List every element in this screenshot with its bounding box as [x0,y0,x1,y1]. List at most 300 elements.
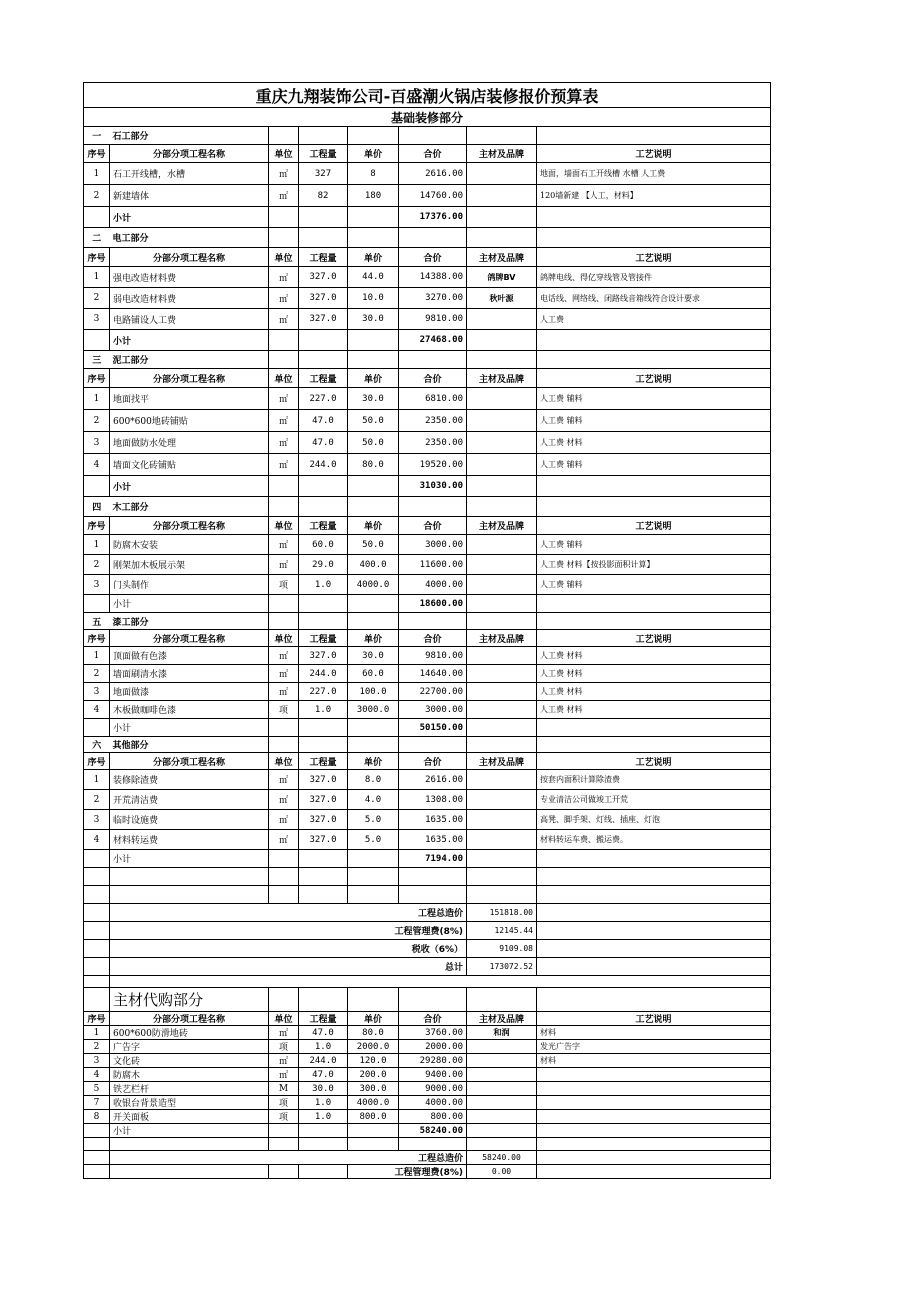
material-brand [467,770,537,790]
row-index: 8 [84,1110,110,1124]
amount: 19520.00 [399,454,467,476]
table-row [84,701,771,719]
header-cell: 工程量 [299,517,348,535]
empty-cell [537,1124,771,1138]
unit-price: 4000.0 [348,575,399,595]
unit: ㎡ [269,1068,299,1082]
subtotal-row [84,850,771,868]
empty-cell [467,595,537,613]
quantity: 327.0 [299,830,348,850]
table-row [84,1110,771,1124]
empty-cell [299,1138,348,1151]
material-brand [467,647,537,665]
row-index: 1 [84,1026,110,1040]
unit: ㎡ [269,309,299,330]
material-brand [467,535,537,555]
total-label: 工程管理费(8%) [348,1165,467,1179]
empty-cell [299,719,348,737]
table-row [84,185,771,207]
table-row [84,555,771,575]
unit-price: 30.0 [348,388,399,410]
empty-cell [348,595,399,613]
item-name: 门头制作 [110,575,269,595]
total-value: 0.00 [467,1165,537,1179]
empty-cell [348,351,399,369]
empty-cell [348,886,399,904]
row-index: 1 [84,770,110,790]
header-row [84,753,771,770]
unit-price: 5.0 [348,830,399,850]
empty-cell [84,868,110,886]
total-row [84,922,771,940]
process-note: 人工费 材料 [537,683,771,701]
unit: ㎡ [269,535,299,555]
material-brand [467,185,537,207]
row-index: 3 [84,575,110,595]
unit-price: 4.0 [348,790,399,810]
empty-cell [399,737,467,753]
unit: 项 [269,1110,299,1124]
section-name: 石工部分 [110,127,269,145]
empty-cell [348,497,399,517]
amount: 3000.00 [399,535,467,555]
process-note: 人工费 辅料 [537,454,771,476]
header-cell: 单位 [269,248,299,267]
item-name: 防腐木安装 [110,535,269,555]
unit: ㎡ [269,770,299,790]
amount: 29280.00 [399,1054,467,1068]
process-note [537,1082,771,1096]
empty-cell [299,988,348,1012]
amount: 9810.00 [399,647,467,665]
row-index: 7 [84,1096,110,1110]
material-brand [467,810,537,830]
item-name: 收银台背景造型 [110,1096,269,1110]
unit-price: 30.0 [348,647,399,665]
empty-cell [269,613,299,630]
process-note: 材料转运车费、搬运费。 [537,830,771,850]
material-brand [467,1068,537,1082]
process-note: 120墙新建 【人工，材料】 [537,185,771,207]
empty-cell [269,737,299,753]
subtotal-row [84,595,771,613]
process-note: 人工费 材料【按投影面积计算】 [537,555,771,575]
empty-cell [348,850,399,868]
process-note: 电话线、网络线、闭路线音箱线符合设计要求 [537,288,771,309]
total-value: 58240.00 [467,1151,537,1165]
empty-cell [537,1138,771,1151]
empty-cell [537,207,771,228]
header-cell: 单价 [348,1012,399,1026]
header-cell: 单价 [348,145,399,163]
unit: ㎡ [269,185,299,207]
header-cell: 序号 [84,1012,110,1026]
subtotal-value: 50150.00 [399,719,467,737]
process-note [537,1096,771,1110]
header-cell: 合价 [399,753,467,770]
process-note: 高凳、脚手架、灯线、插座、灯泡 [537,810,771,830]
section-title-row [84,497,771,517]
header-cell: 分部分项工程名称 [110,630,269,647]
title-row [84,83,771,108]
material-brand [467,1054,537,1068]
empty-cell [537,904,771,922]
unit: ㎡ [269,665,299,683]
empty-cell [537,497,771,517]
process-note: 人工费 材料 [537,665,771,683]
item-name: 防腐木 [110,1068,269,1082]
total-value: 9109.08 [467,940,537,958]
empty-cell [299,127,348,145]
item-name: 开荒清洁费 [110,790,269,810]
item-name: 强电改造材料费 [110,267,269,288]
quantity: 1.0 [299,1096,348,1110]
empty-cell [84,1138,110,1151]
spacer-row [84,886,771,904]
header-row [84,1012,771,1026]
quantity: 47.0 [299,1026,348,1040]
item-name: 材料转运费 [110,830,269,850]
total-value: 12145.44 [467,922,537,940]
header-cell: 工程量 [299,630,348,647]
header-cell: 单位 [269,753,299,770]
material-brand [467,665,537,683]
empty-cell [110,1165,269,1179]
empty-cell [84,940,110,958]
unit-price: 60.0 [348,665,399,683]
process-note: 地面，墙面石工开线槽 水槽 人工费 [537,163,771,185]
item-name: 电路铺设人工费 [110,309,269,330]
material-brand [467,701,537,719]
empty-cell [348,719,399,737]
table-row [84,288,771,309]
unit-price: 8 [348,163,399,185]
process-note: 材料 [537,1026,771,1040]
table-row [84,790,771,810]
unit: ㎡ [269,267,299,288]
empty-cell [299,886,348,904]
material-brand [467,163,537,185]
item-name: 弱电改造材料费 [110,288,269,309]
empty-cell [299,351,348,369]
subtotal-value: 17376.00 [399,207,467,228]
row-index: 5 [84,1082,110,1096]
material-brand [467,1096,537,1110]
amount: 3270.00 [399,288,467,309]
section-number: 三 [84,351,110,369]
empty-cell [110,976,771,988]
header-cell: 合价 [399,369,467,388]
process-note: 人工费 辅料 [537,535,771,555]
section-name: 木工部分 [110,497,269,517]
header-cell: 单位 [269,630,299,647]
item-name: 临时设施费 [110,810,269,830]
empty-cell [467,330,537,351]
empty-cell [467,719,537,737]
row-index: 3 [84,683,110,701]
row-index: 4 [84,1068,110,1082]
amount: 2616.00 [399,163,467,185]
unit: ㎡ [269,830,299,850]
empty-cell [84,1124,110,1138]
empty-cell [84,595,110,613]
header-cell: 工程量 [299,753,348,770]
section-name: 其他部分 [110,737,269,753]
empty-cell [84,922,110,940]
empty-cell [299,850,348,868]
empty-cell [467,497,537,517]
header-cell: 合价 [399,248,467,267]
header-cell: 合价 [399,145,467,163]
quantity: 1.0 [299,1040,348,1054]
subtotal-label: 小计 [110,476,269,497]
header-cell: 单位 [269,1012,299,1026]
subtotal-value: 27468.00 [399,330,467,351]
quantity: 227.0 [299,683,348,701]
empty-cell [269,127,299,145]
header-cell: 序号 [84,369,110,388]
empty-cell [299,207,348,228]
empty-cell [269,476,299,497]
process-note: 人工费 辅料 [537,388,771,410]
quantity: 327.0 [299,309,348,330]
process-note: 人工费 材料 [537,432,771,454]
empty-cell [537,595,771,613]
header-cell: 主材及品牌 [467,248,537,267]
empty-cell [299,476,348,497]
header-cell: 分部分项工程名称 [110,753,269,770]
table-row [84,454,771,476]
amount: 1635.00 [399,830,467,850]
header-cell: 工艺说明 [537,753,771,770]
unit-price: 50.0 [348,535,399,555]
header-cell: 序号 [84,630,110,647]
empty-cell [467,613,537,630]
subtotal-row [84,476,771,497]
empty-cell [537,940,771,958]
row-index: 4 [84,830,110,850]
empty-cell [467,1138,537,1151]
unit-price: 200.0 [348,1068,399,1082]
quantity: 327.0 [299,770,348,790]
empty-cell [399,127,467,145]
header-row [84,630,771,647]
empty-cell [269,497,299,517]
material-brand [467,575,537,595]
header-row [84,248,771,267]
subtotal-value: 58240.00 [399,1124,467,1138]
empty-cell [269,351,299,369]
process-note [537,1110,771,1124]
item-name: 开关面板 [110,1110,269,1124]
item-name: 墙面文化砖铺贴 [110,454,269,476]
header-cell: 工艺说明 [537,248,771,267]
empty-cell [467,207,537,228]
item-name: 新建墙体 [110,185,269,207]
material-brand [467,683,537,701]
empty-cell [110,886,269,904]
amount: 2000.00 [399,1040,467,1054]
material-brand [467,1040,537,1054]
table-row [84,1040,771,1054]
quantity: 327.0 [299,267,348,288]
empty-cell [348,127,399,145]
material-brand [467,454,537,476]
amount: 4000.00 [399,1096,467,1110]
empty-cell [537,127,771,145]
empty-cell [84,1165,110,1179]
subtotal-row [84,1124,771,1138]
header-cell: 主材及品牌 [467,145,537,163]
unit-price: 30.0 [348,309,399,330]
empty-cell [399,228,467,248]
header-cell: 主材及品牌 [467,369,537,388]
unit: ㎡ [269,454,299,476]
unit-price: 8.0 [348,770,399,790]
header-cell: 单价 [348,630,399,647]
section-number: 二 [84,228,110,248]
empty-cell [537,351,771,369]
amount: 14640.00 [399,665,467,683]
header-cell: 单价 [348,517,399,535]
header-cell: 单位 [269,145,299,163]
amount: 9810.00 [399,309,467,330]
section-title-row [84,228,771,248]
empty-cell [467,886,537,904]
process-note: 人工费 辅料 [537,410,771,432]
item-name: 顶面做有色漆 [110,647,269,665]
header-cell: 分部分项工程名称 [110,517,269,535]
empty-cell [269,1165,299,1179]
quantity: 244.0 [299,454,348,476]
quantity: 60.0 [299,535,348,555]
process-note: 材料 [537,1054,771,1068]
empty-cell [299,330,348,351]
process-note: 人工费 材料 [537,647,771,665]
row-index: 3 [84,309,110,330]
item-name: 地面做漆 [110,683,269,701]
header-cell: 工艺说明 [537,517,771,535]
material-brand [467,432,537,454]
unit-price: 44.0 [348,267,399,288]
header-cell: 单价 [348,248,399,267]
empty-cell [467,850,537,868]
table-row [84,770,771,790]
row-index: 2 [84,410,110,432]
empty-cell [269,719,299,737]
header-cell: 工程量 [299,1012,348,1026]
amount: 1308.00 [399,790,467,810]
subtotal-label: 小计 [110,850,269,868]
row-index: 1 [84,163,110,185]
amount: 800.00 [399,1110,467,1124]
empty-cell [467,476,537,497]
unit: ㎡ [269,1026,299,1040]
header-cell: 单价 [348,369,399,388]
empty-cell [399,886,467,904]
unit: ㎡ [269,1054,299,1068]
quantity: 1.0 [299,701,348,719]
process-note: 发光广告字 [537,1040,771,1054]
row-index: 3 [84,810,110,830]
budget-sheet [83,82,771,1179]
quantity: 327 [299,163,348,185]
subtotal-label: 小计 [110,595,269,613]
table-row [84,647,771,665]
empty-cell [84,958,110,976]
empty-cell [537,719,771,737]
quantity: 327.0 [299,810,348,830]
row-index: 1 [84,388,110,410]
subtitle-row [84,108,771,127]
empty-cell [348,868,399,886]
table-row [84,535,771,555]
empty-cell [348,988,399,1012]
amount: 3760.00 [399,1026,467,1040]
empty-cell [269,228,299,248]
unit-price: 180 [348,185,399,207]
unit-price: 5.0 [348,810,399,830]
table-row [84,309,771,330]
process-note: 人工费 材料 [537,701,771,719]
header-cell: 序号 [84,753,110,770]
empty-cell [269,868,299,886]
section-number: 一 [84,127,110,145]
row-index: 4 [84,454,110,476]
amount: 14760.00 [399,185,467,207]
empty-cell [84,330,110,351]
header-cell: 合价 [399,517,467,535]
unit: 项 [269,701,299,719]
header-cell: 工程量 [299,369,348,388]
section-name: 泥工部分 [110,351,269,369]
section-title-row [84,127,771,145]
section-number: 五 [84,613,110,630]
quantity: 327.0 [299,647,348,665]
subtotal-row [84,719,771,737]
empty-cell [269,595,299,613]
unit-price: 50.0 [348,432,399,454]
row-index: 4 [84,701,110,719]
quantity: 47.0 [299,410,348,432]
table-row [84,830,771,850]
empty-cell [110,868,269,886]
empty-cell [467,737,537,753]
process-note: 按套内面积计算除渣费 [537,770,771,790]
total-value: 151818.00 [467,904,537,922]
header-row [84,517,771,535]
quantity: 227.0 [299,388,348,410]
materials-title-row [84,988,771,1012]
section-title-row [84,351,771,369]
total-value: 173072.52 [467,958,537,976]
item-name: 木板做咖啡色漆 [110,701,269,719]
subtotal-label: 小计 [110,719,269,737]
unit-price: 800.0 [348,1110,399,1124]
header-row [84,145,771,163]
unit: ㎡ [269,288,299,309]
subtotal-label: 小计 [110,330,269,351]
empty-cell [84,719,110,737]
amount: 4000.00 [399,575,467,595]
amount: 2350.00 [399,432,467,454]
total-label: 总计 [110,958,467,976]
empty-cell [467,988,537,1012]
material-brand: 鸽牌BV [467,267,537,288]
quantity: 29.0 [299,555,348,575]
header-cell: 分部分项工程名称 [110,248,269,267]
quantity: 327.0 [299,288,348,309]
